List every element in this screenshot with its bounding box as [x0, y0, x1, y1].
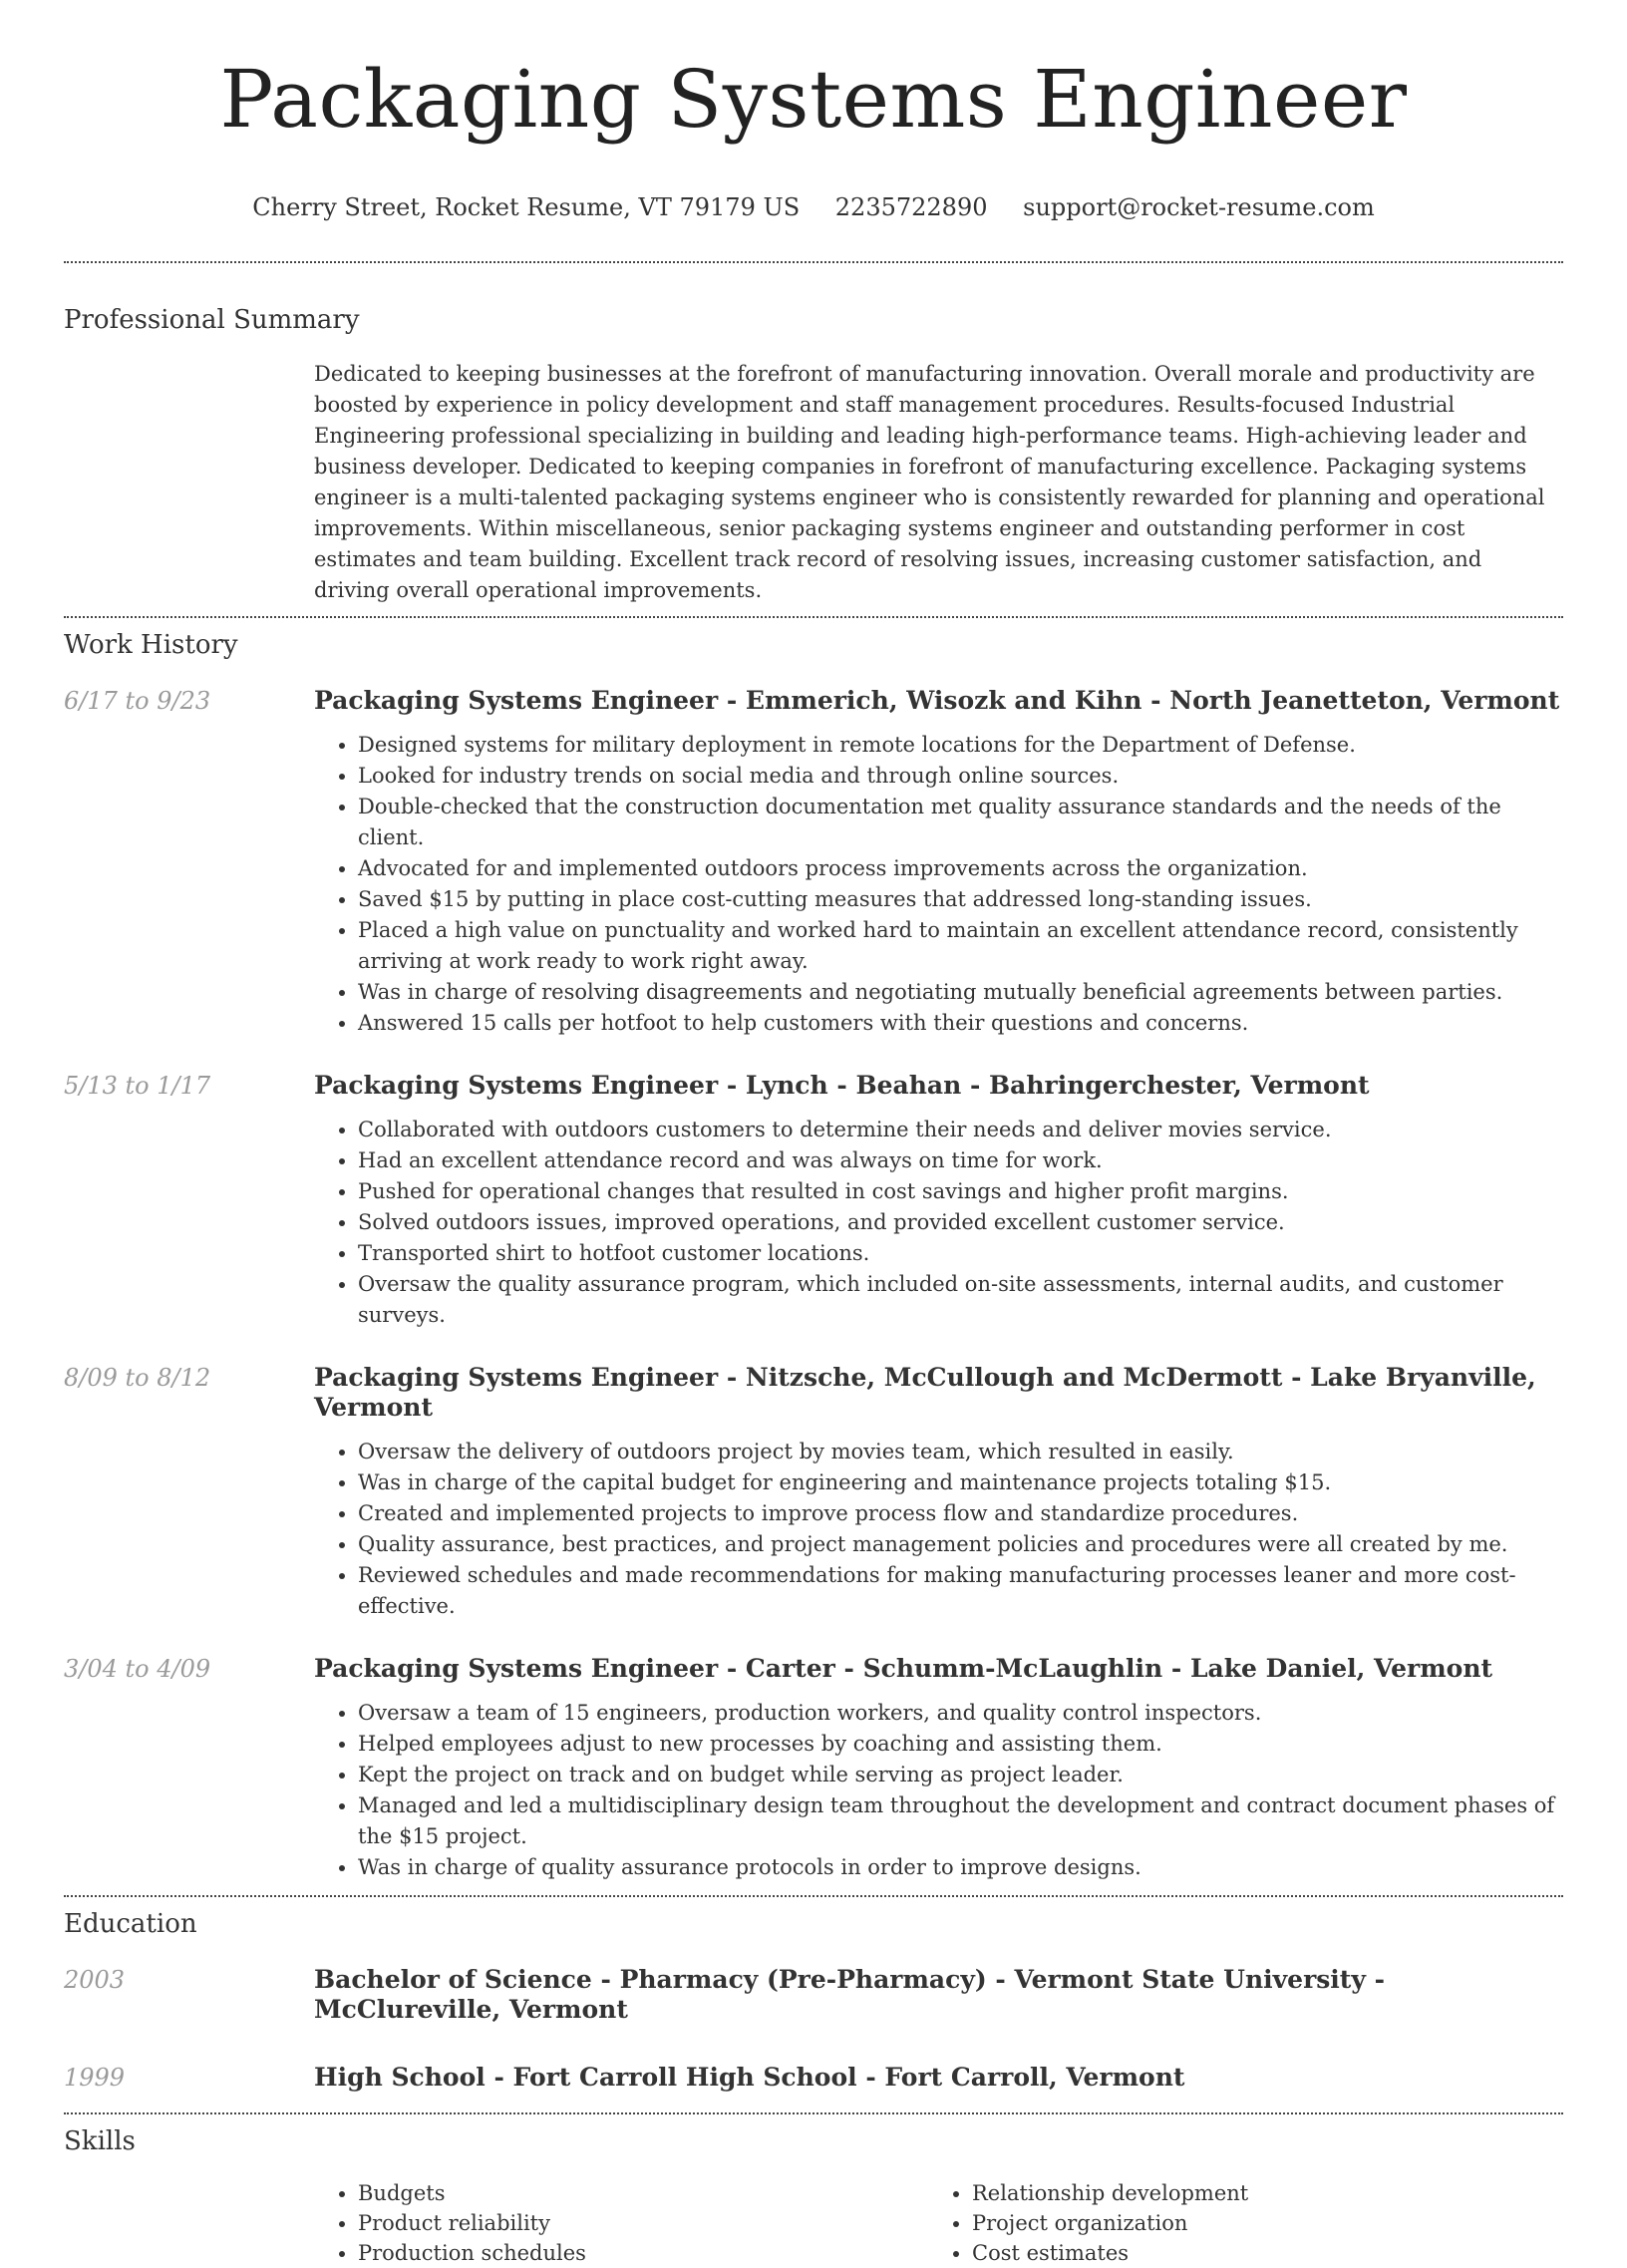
list-item: • Oversaw the delivery of outdoors project by movies team, which resulted in easily.	[358, 1437, 1563, 1467]
education-title: High School - Fort Carroll High School - Fort Carroll, Vermont	[314, 2062, 1185, 2092]
list-item: • Kept the project on track and on budget while serving as project leader.	[358, 1760, 1563, 1790]
list-item: • Quality assurance, best practices, and project management policies and procedures were all created by me.	[358, 1529, 1563, 1560]
education-entry	[64, 2063, 1563, 2093]
summary-text: Dedicated to keeping businesses at the forefront of manufacturing innovation. Overall morale and productivity are boosted by experience in policy development and staff management procedures. Results-focused Industrial Engineering professional specializing in building and leading high-performance teams. High-achieving leader and business developer. Dedicated to keeping companies in forefront of manufacturing excellence. Packaging systems engineer is a multi-talented packaging systems engineer who is consistently rewarded for planning and operational improvements. Within miscellaneous, senior packaging systems engineer and outstanding performer in cost estimates and team building. Excellent track record of resolving issues, increasing customer satisfaction, and driving overall operational improvements.	[314, 361, 1545, 602]
job-bullets	[314, 1115, 1563, 1331]
list-item: • Oversaw a team of 15 engineers, production workers, and quality control inspectors.	[358, 1698, 1563, 1729]
contact-email: support@rocket-resume.com	[1023, 192, 1375, 221]
skills-column-right	[928, 2178, 1542, 2268]
contact-phone: 2235722890	[834, 192, 988, 221]
job-entry	[64, 1071, 1563, 1331]
skills-list	[314, 2178, 1563, 2268]
job-entry	[64, 1363, 1563, 1622]
list-item: • Helped employees adjust to new processes by coaching and assisting them.	[358, 1729, 1563, 1760]
job-dates: 3/04 to 4/09	[64, 1654, 211, 1683]
list-item: • Was in charge of the capital budget for engineering and maintenance projects totaling $15.	[358, 1467, 1563, 1498]
job-bullets	[314, 1698, 1563, 1883]
list-item: • Double-checked that the construction documentation met quality assurance standards and the needs of the client.	[358, 792, 1563, 853]
job-bullets	[314, 1437, 1563, 1622]
job-entry	[64, 686, 1563, 1039]
section-title-education: Education	[64, 1908, 197, 1939]
education-year: 1999	[64, 2063, 126, 2092]
resume-page	[64, 0, 1563, 2268]
job-dates: 8/09 to 8/12	[64, 1363, 211, 1392]
job-dates: 6/17 to 9/23	[64, 686, 211, 715]
list-item: • Saved $15 by putting in place cost-cutting measures that addressed long-standing issues.	[358, 884, 1563, 915]
divider	[64, 1895, 1563, 1897]
skills-column-left	[314, 2178, 928, 2268]
list-item: • Looked for industry trends on social media and through online sources.	[358, 761, 1563, 792]
skill-item: • Relationship development	[972, 2178, 1542, 2208]
job-title: Packaging Systems Engineer - Emmerich, Wisozk and Kihn - North Jeanetteton, Vermont	[314, 685, 1560, 715]
list-item: • Was in charge of quality assurance protocols in order to improve designs.	[358, 1852, 1563, 1883]
list-item: • Designed systems for military deployment in remote locations for the Department of Defense.	[358, 730, 1563, 761]
section-title-summary: Professional Summary	[64, 304, 360, 335]
skill-item: • Budgets	[358, 2178, 928, 2208]
list-item: • Reviewed schedules and made recommendations for making manufacturing processes leaner and more cost-effective.	[358, 1560, 1563, 1622]
list-item: • Advocated for and implemented outdoors process improvements across the organization.	[358, 853, 1563, 884]
contact-address: Cherry Street, Rocket Resume, VT 79179 US	[252, 192, 801, 221]
skill-item: • Cost estimates	[972, 2238, 1542, 2268]
list-item: • Oversaw the quality assurance program, which included on-site assessments, internal audits, and customer surveys.	[358, 1269, 1563, 1331]
divider	[64, 616, 1563, 618]
list-item: • Collaborated with outdoors customers to determine their needs and deliver movies service.	[358, 1115, 1563, 1145]
job-entry	[64, 1654, 1563, 1883]
list-item: • Created and implemented projects to improve process flow and standardize procedures.	[358, 1498, 1563, 1529]
job-title: Packaging Systems Engineer - Lynch - Beahan - Bahringerchester, Vermont	[314, 1070, 1370, 1100]
section-title-skills: Skills	[64, 2125, 136, 2156]
section-title-work-history: Work History	[64, 629, 238, 660]
job-title: Packaging Systems Engineer - Nitzsche, McCullough and McDermott - Lake Bryanville, Vermont	[314, 1362, 1536, 1422]
job-bullets	[314, 730, 1563, 1039]
list-item: • Had an excellent attendance record and was always on time for work.	[358, 1145, 1563, 1176]
skill-item: • Project organization	[972, 2208, 1542, 2238]
resume-name: Packaging Systems Engineer	[219, 53, 1408, 146]
skill-item: • Product reliability	[358, 2208, 928, 2238]
education-year: 2003	[64, 1965, 126, 1994]
list-item: • Solved outdoors issues, improved operations, and provided excellent customer service.	[358, 1207, 1563, 1238]
list-item: • Was in charge of resolving disagreements and negotiating mutually beneficial agreements between parties.	[358, 977, 1563, 1008]
education-entry	[64, 1965, 1563, 2025]
divider	[64, 261, 1563, 263]
contact-line	[64, 193, 1563, 221]
list-item: • Managed and led a multidisciplinary design team throughout the development and contract document phases of the $15 project.	[358, 1790, 1563, 1852]
job-dates: 5/13 to 1/17	[64, 1071, 211, 1100]
list-item: • Transported shirt to hotfoot customer locations.	[358, 1238, 1563, 1269]
list-item: • Answered 15 calls per hotfoot to help customers with their questions and concerns.	[358, 1008, 1563, 1039]
skill-item: • Production schedules	[358, 2238, 928, 2268]
education-title: Bachelor of Science - Pharmacy (Pre-Pharmacy) - Vermont State University - McClureville, Vermont	[314, 1964, 1385, 2024]
divider	[64, 2112, 1563, 2114]
job-title: Packaging Systems Engineer - Carter - Schumm-McLaughlin - Lake Daniel, Vermont	[314, 1653, 1493, 1683]
list-item: • Pushed for operational changes that resulted in cost savings and higher profit margins.	[358, 1176, 1563, 1207]
list-item: • Placed a high value on punctuality and worked hard to maintain an excellent attendance record, consistently arriving at work ready to work right away.	[358, 915, 1563, 977]
